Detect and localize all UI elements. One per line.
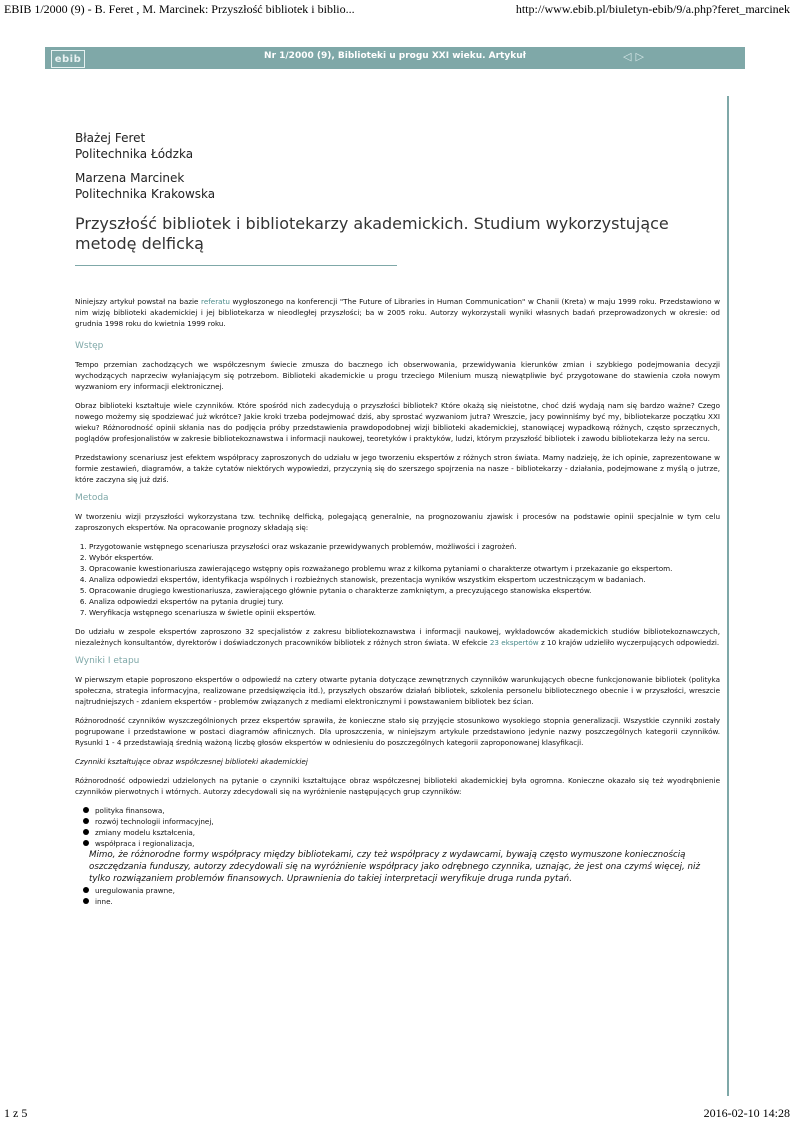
method-steps <box>75 541 720 618</box>
list-item-text: współpraca i regionalizacja, <box>95 838 195 848</box>
print-footer <box>0 1106 794 1121</box>
factors-list <box>75 885 720 907</box>
paragraph: W tworzeniu wizji przyszłości wykorzystana tzw. technikę delficką, polegającą generalnie, na prognozowaniu zjawisk i procesów na podstawie opinii specjalnie w tym celu zaproszonych ekspertów. Na opracowanie prognozy składają się: <box>75 511 720 532</box>
paragraph: Przedstawiony scenariusz jest efektem współpracy zaproszonych do udziału w jego tworzeniu ekspertów z różnych stron świata. Mamy nadzieję, że ich opinie, zaprezentowane w formie zestawień, diagramów, a także cytatów niektórych wypowiedzi, przyczynią się do szerszego spojrzenia na nasze - bibliotekarzy - działania, podejmowane z myślą o jutrze, które zaczyna się już dziś. <box>75 452 720 484</box>
list-item: 5. Opracowanie drugiego kwestionariusza, zawierającego głównie pytania o charakterze zamkniętym, a precyzującego stanowiska ekspertów. <box>89 585 720 596</box>
article <box>75 130 720 907</box>
list-item: 7. Weryfikacja wstępnego scenariusza w świetle opinii ekspertów. <box>89 607 720 618</box>
list-item <box>83 838 720 849</box>
list-item: 4. Analiza odpowiedzi ekspertów, identyfikacja wspólnych i rozbieżnych stanowisk, prezentacja wyników wszystkim ekspertom uczestniczącym w badaniach. <box>89 574 720 585</box>
paragraph: Obraz biblioteki kształtuje wiele czynników. Które spośród nich zadecydują o przyszłości bibliotek? Które okażą się nieistotne, choć dziś wydają nam się bardzo ważne? Czego nowego możemy się spodziewać już wkrótce? Jakie kroki trzeba podejmować dziś, aby sprostać wyzwaniom jutra? Wreszcie, jacy powinniśmy być my, bibliotekarze początku XXI wieku? Różnorodność opinii skłania nas do podjęcia próby przedstawienia prawdopodobnej wizji biblioteki akademickiej, stanowiącej wypadkową różnych, często sprzecznych, poglądów profesjonalistów w zakresie bibliotekoznawstwa i informacji naukowej, teoretyków i praktyków, ludzi, którym przyszłość bibliotek i zawodu bibliotekarza leży na sercu. <box>75 400 720 443</box>
paragraph: Różnorodność czynników wyszczególnionych przez ekspertów sprawiła, że konieczne stało się przyjęcie stosunkowo wysokiego stopnia generalizacji. Wszystkie czynniki zostały pogrupowane i przedstawione w postaci diagramów afinicznych. Dla uproszczenia, w niniejszym artykule przedstawiono jedynie nazwy poszczególnych kategorii czynników. Rysunki 1 - 4 przedstawiają średnią ważoną liczbę głosów ekspertów w odniesieniu do poszczególnych kategorii zaproponowanej klasyfikacji. <box>75 715 720 747</box>
abstract-text: Niniejszy artykuł powstał na bazie <box>75 296 202 306</box>
ebib-logo[interactable]: ebib <box>51 50 85 68</box>
list-item-text: zmiany modelu kształcenia, <box>95 827 196 837</box>
paragraph <box>75 626 720 648</box>
list-item <box>83 816 720 827</box>
referat-link[interactable]: referatu <box>201 296 230 306</box>
print-header <box>0 2 794 17</box>
paragraph: W pierwszym etapie poproszono ekspertów o odpowiedź na cztery otwarte pytania dotyczące zewnętrznych czynników warunkujących obecne funkcjonowanie bibliotek (polityka społeczna, strategia informacyjna, realizowane przedsięwzięcia itd.), przyszłych obszarów działań bibliotek, szkolenia personelu bibliotecznego obecnie i w przyszłości, wreszcie najtrudniejszych - zdaniem ekspertów - problemów związanych z mediami elektronicznymi i powstawaniem bibliotek bez ścian. <box>75 674 720 706</box>
bullet-icon <box>83 898 89 904</box>
section-heading-metoda: Metoda <box>75 492 109 503</box>
list-item: 2. Wybór ekspertów. <box>89 552 720 563</box>
list-item: 1. Przygotowanie wstępnego scenariusza przyszłości oraz wskazanie przewidywanych problemów, możliwości i zagrożeń. <box>89 541 720 552</box>
author-affiliation: Politechnika Krakowska <box>75 187 216 201</box>
print-timestamp: 2016-02-10 14:28 <box>703 1106 790 1120</box>
author-name: Błażej Feret <box>75 131 146 145</box>
list-item-text: uregulowania prawne, <box>95 885 175 895</box>
next-arrow-icon[interactable]: ▷ <box>635 50 644 63</box>
bullet-icon <box>83 887 89 893</box>
paragraph: Różnorodność odpowiedzi udzielonych na pytanie o czynniki kształtujące obraz współczesnej biblioteki akademickiej była ogromna. Konieczne okazało się też wyodrębnienie czynników pierwotnych i wtórnych. Autorzy zdecydowali się na wyróżnienie następujących grup czynników: <box>75 775 720 796</box>
abstract-text: wygłoszonego na konferencji "The Future of Libraries in Human Communication" w Chanii (Kreta) w maju 1999 roku. Przedstawiono w nim wizję biblioteki akademickiej i jej bibliotekarza w nieodległej przyszłości; ba w 2005 roku. Autorzy wykorzystali wyniki własnych badań przeprowadzonych w okresie: od grudnia 1998 roku do kwietnia 1999 roku. <box>75 296 720 328</box>
bullet-icon <box>83 807 89 813</box>
list-item-text: inne. <box>95 896 113 906</box>
list-item <box>83 827 720 838</box>
author-name: Marzena Marcinek <box>75 171 185 185</box>
article-title: Przyszłość bibliotek i bibliotekarzy akademickich. Studium wykorzystujące metodę delficką <box>75 214 669 253</box>
list-item <box>83 885 720 896</box>
print-header-title: EBIB 1/2000 (9) - B. Feret , M. Marcinek: Przyszłość bibliotek i biblio... <box>4 2 355 16</box>
list-item-text: rozwój technologii informacyjnej, <box>95 816 214 826</box>
list-item-text: polityka finansowa, <box>95 805 165 815</box>
section-heading-wstep: Wstęp <box>75 340 104 351</box>
factors-list <box>75 805 720 849</box>
list-item <box>83 896 720 907</box>
paragraph: Tempo przemian zachodzących we współczesnym świecie zmusza do bacznego ich obserwowania, przewidywania kierunków zmian i szybkiego podejmowania decyzji wychodzących naprzeciw wyłaniającym się potrzebom. Biblioteki akademickie u progu trzeciego Milenium muszą niewątpliwie być przygotowane do stawienia czoła nowym wyzwaniom ery informacji elektronicznej. <box>75 359 720 391</box>
print-header-url: http://www.ebib.pl/biuletyn-ebib/9/a.php?feret_marcinek <box>515 2 790 16</box>
paragraph-text: z 10 krajów udzieliło wyczerpujących odpowiedzi. <box>538 637 720 647</box>
author-block <box>75 130 720 162</box>
issue-title: Nr 1/2000 (9), Biblioteki u progu XXI wieku. Artykuł <box>264 51 526 61</box>
experts-link[interactable]: 23 ekspertów <box>489 637 539 647</box>
section-heading-wyniki: Wyniki I etapu <box>75 655 140 666</box>
abstract <box>75 296 720 329</box>
paragraph-text: Do udziału w zespole ekspertów zaproszono 32 specjalistów z zakresu bibliotekoznawstwa i informacji naukowej, wykładowców akademickich studiów bibliotekoznawczych, niezależnych konsultantów, dyrektorów i doświadczonych pracowników bibliotek z różnych stron świata. W efekcie <box>75 626 720 647</box>
site-banner <box>45 47 745 69</box>
prev-arrow-icon[interactable]: ◁ <box>623 50 632 63</box>
bullet-icon <box>83 840 89 846</box>
author-block <box>75 170 720 202</box>
bullet-icon <box>83 818 89 824</box>
subheading: Czynniki kształtujące obraz współczesnej biblioteki akademickiej <box>75 756 308 766</box>
page-counter: 1 z 5 <box>4 1106 28 1120</box>
page-nav <box>623 50 644 63</box>
cooperation-note: Mimo, że różnorodne formy współpracy między bibliotekami, czy też współpracy z wydawcami, bywają często wymuszone koniecznością oszczędzania funduszy, autorzy zdecydowali się na wyróżnienie współpracy jako odrębnego czynnika, uznając, że jest ona czymś więcej, niż tylko rozwiązaniem problemów finansowych. Uprawnienia do takiej interpretacji weryfikuje druga runda pytań. <box>89 849 701 884</box>
right-border-line <box>727 96 729 1096</box>
title-divider <box>75 265 397 266</box>
author-affiliation: Politechnika Łódzka <box>75 147 194 161</box>
list-item: 3. Opracowanie kwestionariusza zawierającego wstępny opis rozważanego problemu wraz z kilkoma pytaniami o charakterze otwartym i przekazanie go ekspertom. <box>89 563 720 574</box>
list-item <box>83 805 720 816</box>
bullet-icon <box>83 829 89 835</box>
list-item: 6. Analiza odpowiedzi ekspertów na pytania drugiej tury. <box>89 596 720 607</box>
